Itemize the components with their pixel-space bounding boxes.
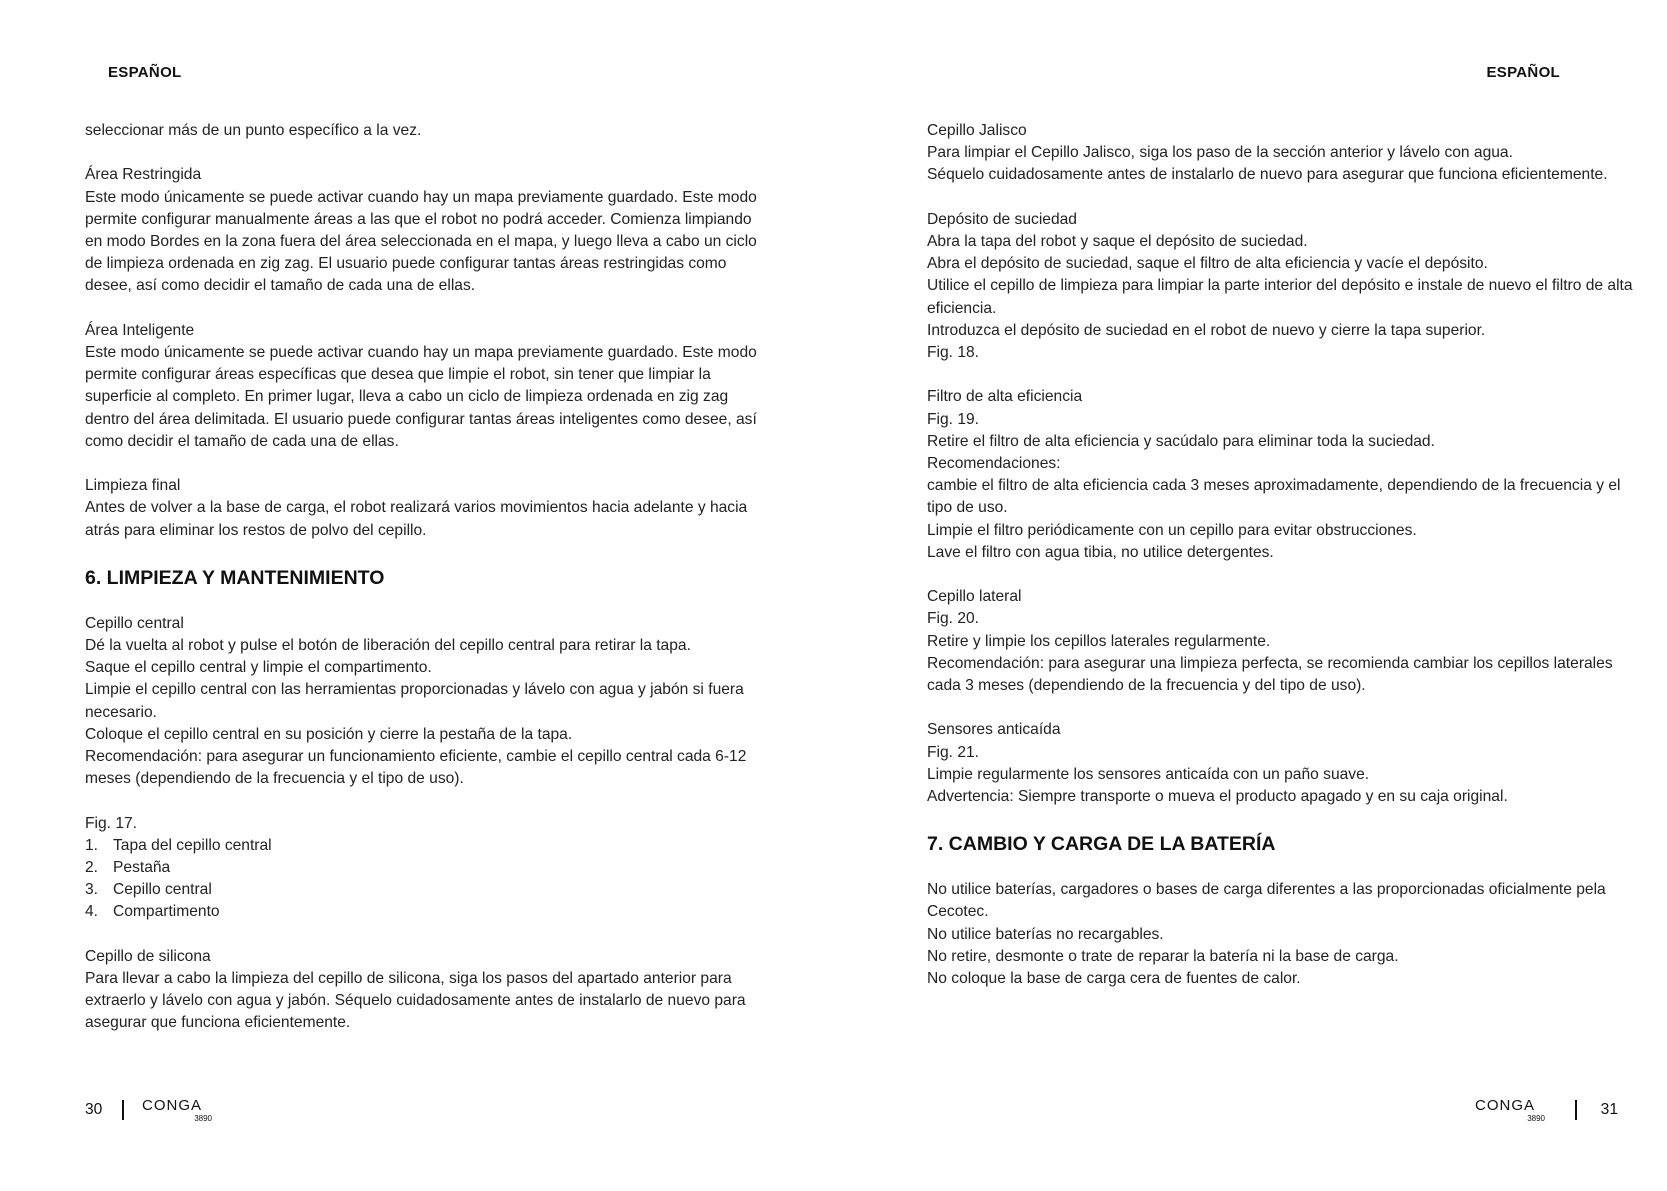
bateria-line: No retire, desmonte o trate de reparar la batería ni la base de carga. xyxy=(927,947,1399,965)
cepillo-jalisco-line: Para limpiar el Cepillo Jalisco, siga los paso de la sección anterior y lávelo con agua. xyxy=(927,144,1513,162)
cepillo-central-title: Cepillo central xyxy=(85,614,184,632)
area-inteligente-body: Este modo únicamente se puede activar cuando hay un mapa previamente guardado. Este modo permite configurar áreas específicas que desea que limpie el robot, sin tener que limpiar la superficie al completo. En primer lugar, lleva a cabo un ciclo de limpieza ordenada en zig zag dentro del área delimitada. El usuario puede configurar tantas áreas inteligentes como desee, así como decidir el tamaño de cada una de ellas. xyxy=(85,344,757,450)
left-footer xyxy=(85,1096,214,1124)
right-footer xyxy=(1475,1096,1618,1124)
sensores-line: Limpie regularmente los sensores anticaída con un paño suave. xyxy=(927,765,1370,783)
cepillo-lateral-line: Recomendación: para asegurar una limpieza perfecta, se recomienda cambiar los cepillos laterales cada 3 meses (dependiendo de la frecuencia y del tipo de uso). xyxy=(927,654,1613,695)
list-item: 1. Tapa del cepillo central xyxy=(85,836,272,854)
bateria-line: No utilice baterías, cargadores o bases de carga diferentes a las proporcionadas oficialmente pela Cecotec. xyxy=(927,881,1606,921)
sensores-line: Advertencia: Siempre transporte o mueva el producto apagado y en su caja original. xyxy=(927,788,1508,806)
cepillo-central-line: Coloque el cepillo central en su posición y cierre la pestaña de la tapa. xyxy=(85,725,573,743)
footer-divider xyxy=(122,1100,124,1120)
filtro-line: Retire el filtro de alta eficiencia y sacúdalo para eliminar toda la suciedad. xyxy=(927,432,1435,450)
bateria-line: No coloque la base de carga cera de fuentes de calor. xyxy=(927,970,1301,988)
cepillo-central-line: Saque el cepillo central y limpie el compartimento. xyxy=(85,659,432,677)
filtro-line: Fig. 19. xyxy=(927,410,980,428)
sensores-title: Sensores anticaída xyxy=(927,721,1061,739)
footer-divider xyxy=(1575,1100,1577,1120)
area-inteligente-title: Área Inteligente xyxy=(85,321,195,339)
filtro-line: cambie el filtro de alta eficiencia cada 3 meses aproximadamente, dependiendo de la frecuencia y el tipo de uso. xyxy=(927,477,1621,517)
cepillo-central-line: Limpie el cepillo central con las herramientas proporcionadas y lávelo con agua y jabón si fuera necesario. xyxy=(85,681,744,721)
fig-17-list xyxy=(85,835,765,924)
svg-text:3890: 3890 xyxy=(194,1114,213,1123)
svg-text:CONGA: CONGA xyxy=(142,1097,203,1114)
page-number: 30 xyxy=(85,1101,103,1118)
deposito-title: Depósito de suciedad xyxy=(927,210,1077,228)
section-6-heading: 6. LIMPIEZA Y MANTENIMIENTO xyxy=(85,566,385,589)
deposito-line: Fig. 18. xyxy=(927,344,980,362)
list-item: 2. Pestaña xyxy=(85,859,171,877)
svg-text:CONGA: CONGA xyxy=(1474,1097,1535,1114)
cepillo-central-line: Recomendación: para asegurar un funcionamiento eficiente, cambie el cepillo central cada 6-12 meses (dependiendo de la frecuencia y el tipo de uso). xyxy=(85,748,747,788)
language-header: ESPAÑOL xyxy=(1486,64,1560,81)
left-content xyxy=(85,120,765,1035)
area-restringida-body: Este modo únicamente se puede activar cuando hay un mapa previamente guardado. Este modo permite configurar manualmente áreas a las que el robot no podrá acceder. Comienza limpiando en modo Bordes en la zona fuera del área seleccionada en el mapa, y luego lleva a cabo un ciclo de limpieza ordenada en zig zag. El usuario puede configurar tantas áreas restringidas como desee, así como decidir el tamaño de cada una de ellas. xyxy=(85,188,757,295)
deposito-line: Abra la tapa del robot y saque el depósito de suciedad. xyxy=(927,233,1308,250)
area-restringida-title: Área Restringida xyxy=(85,166,202,184)
right-page xyxy=(834,0,1667,1191)
cepillo-jalisco-title: Cepillo Jalisco xyxy=(927,122,1027,139)
deposito-line: Utilice el cepillo de limpieza para limpiar la parte interior del depósito e instale de nuevo el filtro de alta eficiencia. xyxy=(927,277,1633,317)
right-content xyxy=(927,120,1637,990)
left-page xyxy=(0,0,833,1191)
list-item: 3. Cepillo central xyxy=(85,881,212,899)
svg-text:3890: 3890 xyxy=(1526,1114,1545,1123)
cepillo-silicona-title: Cepillo de silicona xyxy=(85,947,211,965)
deposito-line: Abra el depósito de suciedad, saque el filtro de alta eficiencia y vacíe el depósito. xyxy=(927,255,1488,273)
cepillo-silicona-body: Para llevar a cabo la limpieza del cepillo de silicona, siga los pasos del apartado anterior para extraerlo y lávelo con agua y jabón. Séquelo cuidadosamente antes de instalarlo de nuevo para asegurar que funciona eficientemente. xyxy=(85,970,746,1032)
filtro-line: Recomendaciones: xyxy=(927,455,1061,473)
bateria-line: No utilice baterías no recargables. xyxy=(927,925,1164,943)
cepillo-jalisco-line: Séquelo cuidadosamente antes de instalarlo de nuevo para asegurar que funciona eficientemente. xyxy=(927,166,1608,184)
filtro-line: Lave el filtro con agua tibia, no utilice detergentes. xyxy=(927,543,1274,561)
filtro-line: Limpie el filtro periódicamente con un cepillo para evitar obstrucciones. xyxy=(927,521,1417,539)
cepillo-lateral-line: Retire y limpie los cepillos laterales regularmente. xyxy=(927,632,1271,650)
cepillo-central-line: Dé la vuelta al robot y pulse el botón de liberación del cepillo central para retirar la tapa. xyxy=(85,637,691,655)
section-7-heading: 7. CAMBIO Y CARGA DE LA BATERÍA xyxy=(927,833,1276,856)
page-number: 31 xyxy=(1600,1101,1618,1118)
list-item: 4. Compartimento xyxy=(85,903,220,921)
deposito-line: Introduzca el depósito de suciedad en el robot de nuevo y cierre la tapa superior. xyxy=(927,321,1486,339)
sensores-line: Fig. 21. xyxy=(927,743,980,761)
fig-17-caption: Fig. 17. xyxy=(85,814,138,832)
conga-logo xyxy=(142,1096,214,1124)
cepillo-lateral-line: Fig. 20. xyxy=(927,610,980,628)
conga-logo xyxy=(1475,1096,1547,1124)
limpieza-final-body: Antes de volver a la base de carga, el robot realizará varios movimientos hacia adelante y hacia atrás para eliminar los restos de polvo del cepillo. xyxy=(85,499,748,539)
cepillo-lateral-title: Cepillo lateral xyxy=(927,588,1022,606)
paragraph-intro: seleccionar más de un punto específico a la vez. xyxy=(85,122,422,139)
filtro-title: Filtro de alta eficiencia xyxy=(927,388,1083,406)
language-header: ESPAÑOL xyxy=(108,64,182,81)
limpieza-final-title: Limpieza final xyxy=(85,477,181,495)
